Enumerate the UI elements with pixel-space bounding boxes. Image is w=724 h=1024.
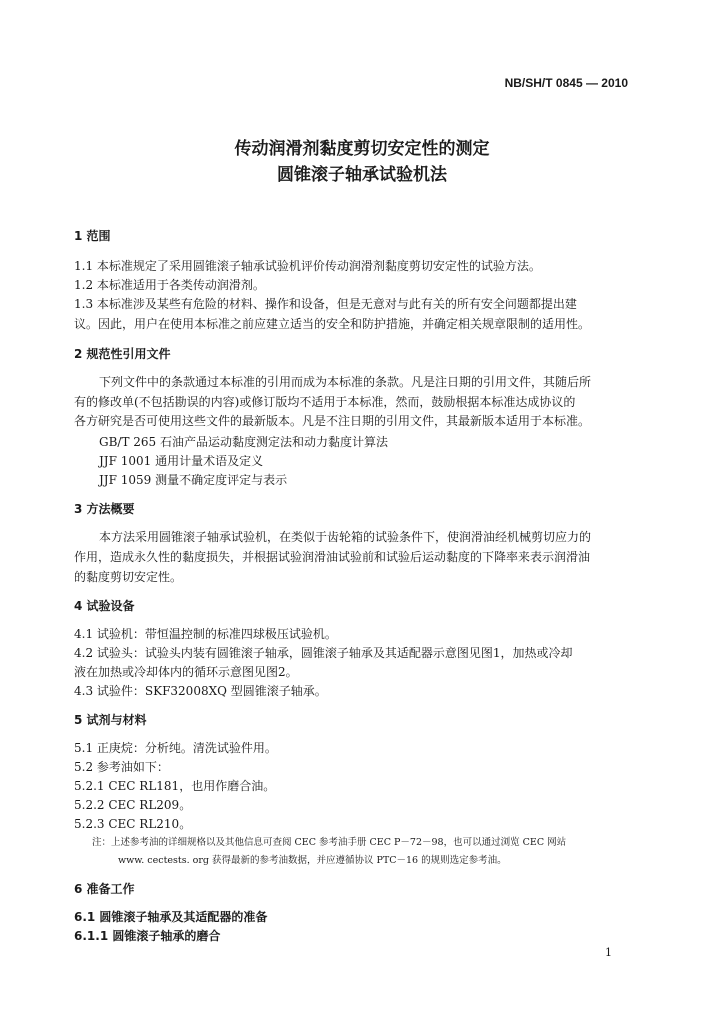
section-3-line-3: 的黏度剪切安定性。 bbox=[74, 570, 183, 584]
note-line-2: www. cectests. org 获得最新的参考油数据，并应遵循协议 PTC－16 的规则选定参考油。 bbox=[118, 855, 507, 866]
clause-5-2-2: 5.2.2 CEC RL209。 bbox=[74, 798, 192, 812]
section-3-heading: 3 方法概要 bbox=[74, 502, 135, 516]
reference-jjf-1001: JJF 1001 通用计量术语及定义 bbox=[99, 454, 264, 468]
section-6-heading: 6 准备工作 bbox=[74, 882, 135, 896]
clause-5-2-1: 5.2.1 CEC RL181，也用作磨合油。 bbox=[74, 779, 276, 793]
reference-jjf-1059: JJF 1059 测量不确定度评定与表示 bbox=[99, 473, 288, 487]
section-2-heading: 2 规范性引用文件 bbox=[74, 347, 171, 361]
clause-5-2-3: 5.2.3 CEC RL210。 bbox=[74, 817, 192, 831]
section-1-heading: 1 范围 bbox=[74, 229, 111, 243]
clause-1-3-line-1: 1.3 本标准涉及某些有危险的材料、操作和设备，但是无意对与此有关的所有安全问题都提出建 bbox=[74, 297, 577, 311]
section-5-heading: 5 试剂与材料 bbox=[74, 713, 147, 727]
reference-gbt-265: GB/T 265 石油产品运动黏度测定法和动力黏度计算法 bbox=[99, 435, 388, 449]
section-3-line-2: 作用，造成永久性的黏度损失，并根据试验润滑油试验前和试验后运动黏度的下降率来表示润滑油 bbox=[74, 550, 591, 564]
clause-5-1: 5.1 正庚烷：分析纯。清洗试验件用。 bbox=[74, 741, 277, 755]
title-line-1: 传动润滑剂黏度剪切安定性的测定 bbox=[234, 139, 490, 159]
clause-4-2-line-2: 液在加热或冷却体内的循环示意图见图2。 bbox=[74, 665, 298, 679]
title-line-2: 圆锥滚子轴承试验机法 bbox=[277, 165, 447, 185]
clause-4-1: 4.1 试验机：带恒温控制的标准四球极压试验机。 bbox=[74, 627, 337, 641]
standard-number: NB/SH/T 0845 — 2010 bbox=[504, 76, 628, 90]
clause-6-1-heading: 6.1 圆锥滚子轴承及其适配器的准备 bbox=[74, 910, 268, 924]
clause-5-2: 5.2 参考油如下： bbox=[74, 760, 169, 774]
clause-4-2-line-1: 4.2 试验头：试验头内装有圆锥滚子轴承，圆锥滚子轴承及其适配器示意图见图1，加热或冷却 bbox=[74, 646, 573, 660]
section-4-heading: 4 试验设备 bbox=[74, 599, 135, 613]
clause-4-3: 4.3 试验件：SKF32008XQ 型圆锥滚子轴承。 bbox=[74, 684, 327, 698]
section-2-intro-line-1: 下列文件中的条款通过本标准的引用而成为本标准的条款。凡是注日期的引用文件，其随后所 bbox=[99, 375, 592, 389]
clause-6-1-1-heading: 6.1.1 圆锥滚子轴承的磨合 bbox=[74, 929, 221, 943]
section-2-intro-line-2: 有的修改单(不包括勘误的内容)或修订版均不适用于本标准，然而，鼓励根据本标准达成协议的 bbox=[74, 395, 576, 409]
clause-1-1: 1.1 本标准规定了采用圆锥滚子轴承试验机评价传动润滑剂黏度剪切安定性的试验方法。 bbox=[74, 259, 541, 273]
page-number: 1 bbox=[605, 946, 612, 959]
note-line-1: 注：上述参考油的详细规格以及其他信息可查阅 CEC 参考油手册 CEC P－72－98，也可以通过浏览 CEC 网站 bbox=[92, 837, 567, 848]
section-3-line-1: 本方法采用圆锥滚子轴承试验机，在类似于齿轮箱的试验条件下，使润滑油经机械剪切应力的 bbox=[99, 530, 592, 544]
clause-1-2: 1.2 本标准适用于各类传动润滑剂。 bbox=[74, 278, 265, 292]
clause-1-3-line-2: 议。因此，用户在使用本标准之前应建立适当的安全和防护措施，并确定相关规章限制的适用性。 bbox=[74, 317, 591, 331]
section-2-intro-line-3: 各方研究是否可使用这些文件的最新版本。凡是不注日期的引用文件，其最新版本适用于本标准。 bbox=[74, 414, 591, 428]
